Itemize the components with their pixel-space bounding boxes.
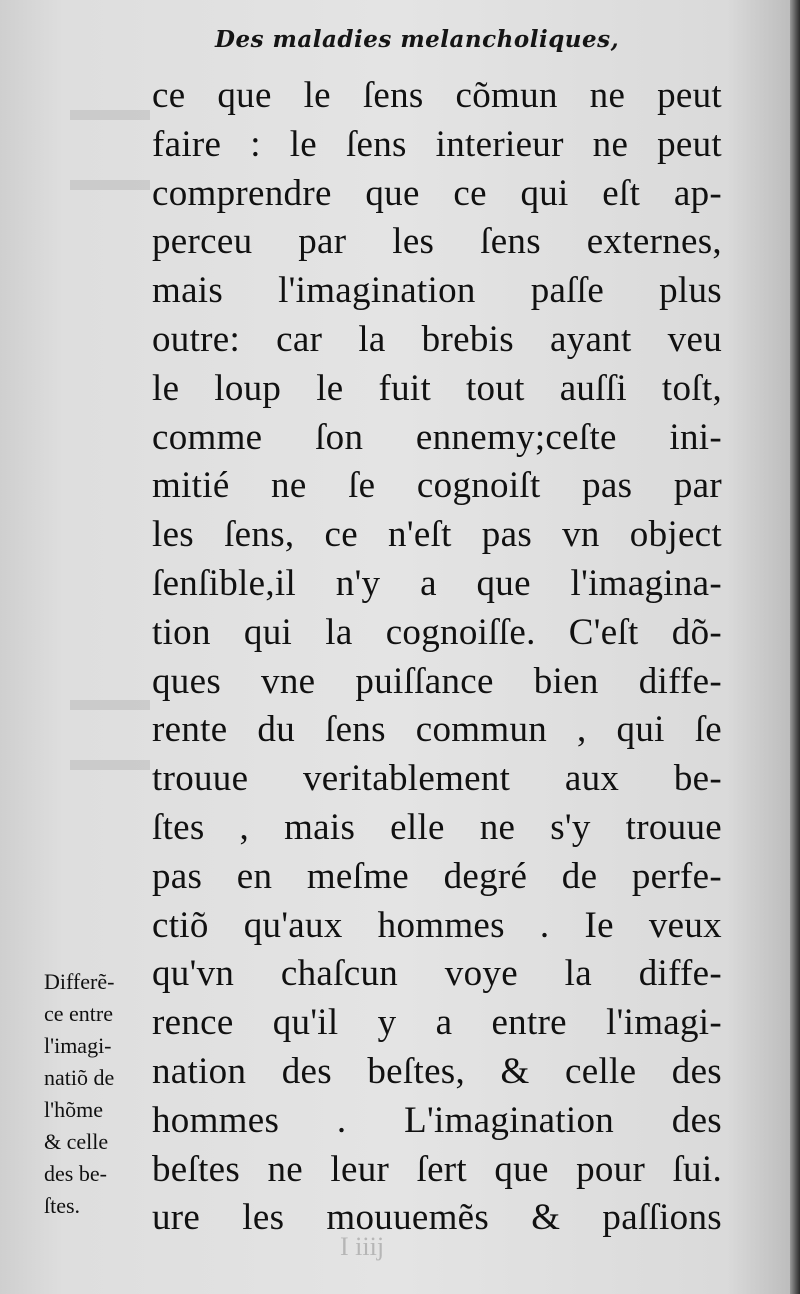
text-line: ſenſible,il n'y a que l'imagina- <box>152 562 722 604</box>
text-line: hommes . L'imagination des <box>152 1099 722 1141</box>
text-line: ure les mouuemẽs & paſſions <box>152 1197 722 1239</box>
text-line: rence qu'il y a entre l'imagi- <box>152 1002 722 1044</box>
text-line: mitié ne ſe cognoiſt pas par <box>152 465 722 507</box>
text-line: outre: car la brebis ayant veu <box>152 318 722 360</box>
margin-note-line: & celle <box>44 1129 109 1154</box>
text-line: le loup le fuit tout auſſi toſt, <box>152 367 722 409</box>
text-line: les ſens, ce n'eſt pas vn object <box>152 514 722 556</box>
text-line: nation des beſtes, & celle des <box>152 1050 722 1092</box>
main-text <box>152 72 722 1243</box>
text-line: faire : le ſens interieur ne peut <box>152 123 722 165</box>
show-through-mark <box>70 760 150 770</box>
text-line: ctiõ qu'aux hommes . Ie veux <box>152 904 722 946</box>
running-title: Des maladies melancholiques, <box>215 26 620 53</box>
text-line: ques vne puiſſance bien diffe- <box>152 660 722 702</box>
margin-note-line: natiõ de <box>44 1065 115 1090</box>
text-line: trouue veritablement aux be- <box>152 758 722 800</box>
margin-note-line: l'imagi- <box>44 1033 112 1058</box>
margin-note-line: ce entre <box>44 1001 113 1026</box>
text-line: comprendre que ce qui eſt ap- <box>152 172 722 214</box>
margin-note-line: Differẽ- <box>44 969 115 994</box>
text-line: ce que le ſens cõmun ne peut <box>152 75 722 116</box>
margin-note <box>44 966 159 1222</box>
margin-note-line: l'hõme <box>44 1097 103 1122</box>
text-line: rente du ſens commun , qui ſe <box>152 709 722 751</box>
text-line: comme ſon ennemy;ceſte ini- <box>152 416 722 458</box>
margin-note-line: ſtes. <box>44 1193 81 1218</box>
text-line: perceu par les ſens externes, <box>152 221 722 263</box>
show-through-mark <box>70 110 150 120</box>
signature-mark: I iiij <box>340 1232 385 1261</box>
text-line: mais l'imagination paſſe plus <box>152 270 722 312</box>
text-line: beſtes ne leur ſert que pour ſui. <box>152 1148 722 1190</box>
text-line: tion qui la cognoiſſe. C'eſt dõ- <box>152 611 722 653</box>
page-edge <box>790 0 800 1294</box>
show-through-mark <box>70 700 150 710</box>
text-line: qu'vn chaſcun voye la diffe- <box>152 953 722 995</box>
text-line: pas en meſme degré de perfe- <box>152 855 722 897</box>
text-line: ſtes , mais elle ne s'y trouue <box>152 806 722 848</box>
margin-note-line: des be- <box>44 1161 107 1186</box>
show-through-mark <box>70 180 150 190</box>
